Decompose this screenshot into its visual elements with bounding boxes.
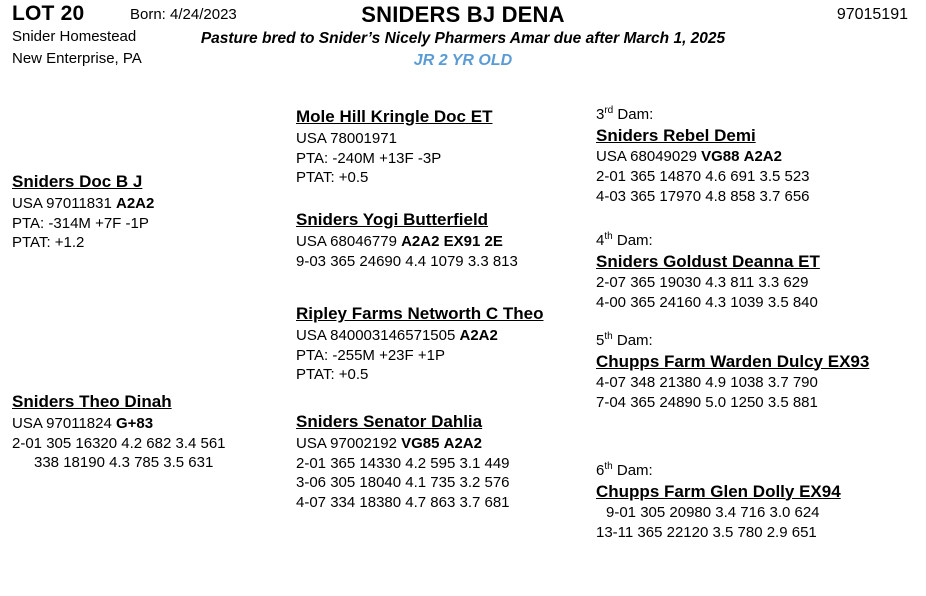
dam-block (12, 392, 226, 473)
header (0, 0, 926, 78)
dam-sire-line-3: PTAT: +0.5 (296, 366, 369, 384)
dam-dam-line-4: 4-07 334 18380 4.7 863 3.7 681 (296, 494, 510, 512)
dam-dam-line-1: USA 97002192 VG85 A2A2 (296, 434, 482, 452)
dam-line-3: 338 18190 4.3 785 3.5 631 (34, 454, 214, 472)
sire-sire-name: Mole Hill Kringle Doc ET (296, 107, 493, 126)
page-title: SNIDERS BJ DENA (361, 2, 565, 27)
fifth-dam-block (596, 330, 896, 413)
sixth-dam-label: 6th Dam: (596, 461, 653, 479)
sixth-dam-line-2: 13-11 365 22120 3.5 780 2.9 651 (596, 524, 817, 542)
third-dam-line-1: USA 68049029 VG88 A2A2 (596, 148, 782, 166)
dam-sire-block (296, 304, 543, 385)
fifth-dam-line-1: 4-07 348 21380 4.9 1038 3.7 790 (596, 374, 818, 392)
sire-line-1: USA 97011831 A2A2 (12, 194, 155, 212)
sire-dam-block (296, 210, 518, 271)
fourth-dam-line-2: 4-00 365 24160 4.3 1039 3.5 840 (596, 294, 818, 312)
sire-line-2: PTA: -314M +7F -1P (12, 214, 149, 232)
consignor-city: New Enterprise, PA (12, 50, 142, 67)
registration-number: 97015191 (836, 6, 908, 23)
fourth-dam-label: 4th Dam: (596, 231, 653, 249)
dam-line-1: USA 97011824 G+83 (12, 414, 154, 432)
fifth-dam-name: Chupps Farm Warden Dulcy EX93 (596, 351, 870, 371)
third-dam-line-3: 4-03 365 17970 4.8 858 3.7 656 (596, 187, 810, 205)
third-dam-line-2: 2-01 365 14870 4.6 691 3.5 523 (596, 168, 810, 186)
breeding-note: Pasture bred to Snider’s Nicely Pharmers Amar due after March 1, 2025 (200, 30, 726, 47)
sire-sire-line-1: USA 78001971 (296, 129, 397, 147)
consignor-name: Snider Homestead (12, 28, 137, 45)
dam-line-2: 2-01 305 16320 4.2 682 3.4 561 (12, 434, 226, 452)
dam-name: Sniders Theo Dinah (12, 392, 172, 411)
fourth-dam-name: Sniders Goldust Deanna ET (596, 251, 820, 271)
dam-dam-line-2: 2-01 365 14330 4.2 595 3.1 449 (296, 454, 510, 472)
sire-sire-line-3: PTAT: +0.5 (296, 169, 369, 187)
sire-block (12, 172, 154, 253)
sixth-dam-name: Chupps Farm Glen Dolly EX94 (596, 481, 841, 501)
sire-sire-line-2: PTA: -240M +13F -3P (296, 149, 442, 167)
sixth-dam-block (596, 460, 841, 543)
fifth-dam-line-2: 7-04 365 24890 5.0 1250 3.5 881 (596, 394, 818, 412)
fourth-dam-line-1: 2-07 365 19030 4.3 811 3.3 629 (596, 274, 809, 292)
sire-line-3: PTAT: +1.2 (12, 234, 85, 252)
fifth-dam-label: 5th Dam: (596, 331, 653, 349)
third-dam-block (596, 104, 810, 207)
sixth-dam-line-1: 9-01 305 20980 3.4 716 3.0 624 (606, 504, 820, 522)
third-dam-label: 3rd Dam: (596, 105, 654, 123)
class-badge: JR 2 YR OLD (413, 52, 513, 69)
sire-dam-name: Sniders Yogi Butterfield (296, 210, 489, 229)
third-dam-name: Sniders Rebel Demi (596, 125, 756, 145)
sire-name: Sniders Doc B J (12, 172, 143, 191)
dam-dam-block (296, 412, 510, 513)
dam-dam-name: Sniders Senator Dahlia (296, 412, 483, 431)
pedigree-chart (0, 82, 926, 596)
sire-dam-line-1: USA 68046779 A2A2 EX91 2E (296, 232, 503, 250)
dam-sire-line-1: USA 840003146571505 A2A2 (296, 326, 498, 344)
sire-dam-line-2: 9-03 365 24690 4.4 1079 3.3 813 (296, 252, 518, 270)
fourth-dam-block (596, 230, 820, 313)
dam-sire-name: Ripley Farms Networth C Theo (296, 304, 544, 323)
dam-dam-line-3: 3-06 305 18040 4.1 735 3.2 576 (296, 474, 510, 492)
lot-number: LOT 20 (12, 2, 85, 25)
born-date: Born: 4/24/2023 (130, 6, 237, 23)
dam-sire-line-2: PTA: -255M +23F +1P (296, 346, 445, 364)
sire-sire-block (296, 107, 492, 188)
